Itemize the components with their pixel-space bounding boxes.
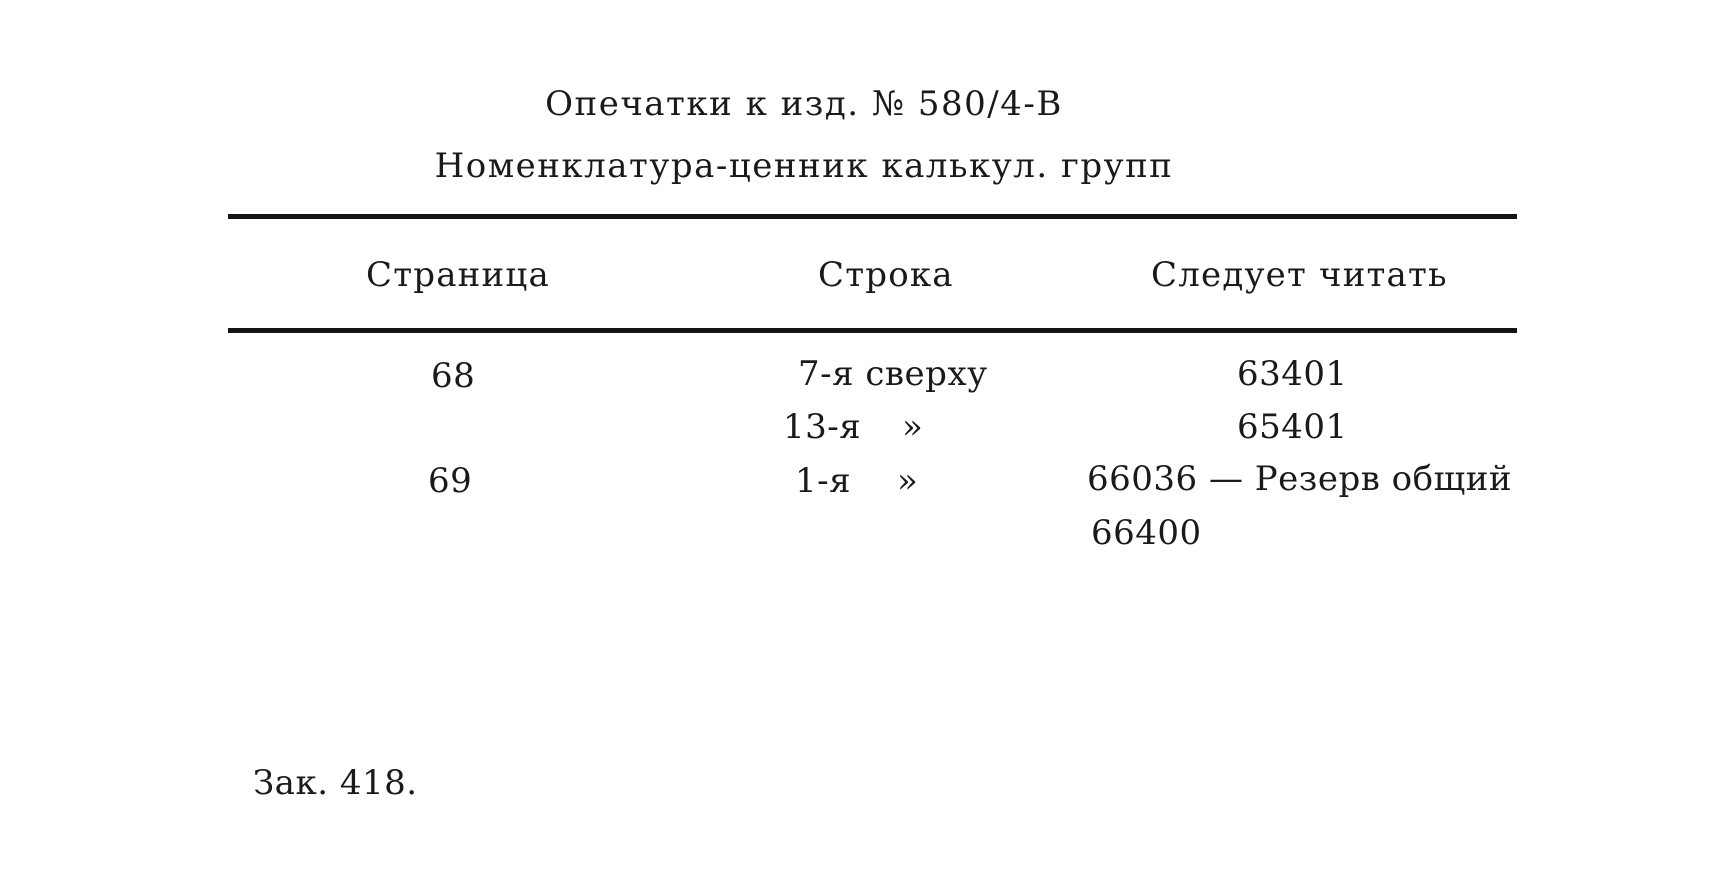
document-subtitle: Номенклатура-ценник калькул. групп xyxy=(434,146,1174,186)
table-cell-should-read: 63401 xyxy=(1237,354,1348,394)
column-header-should-read: Следует читать xyxy=(1151,255,1448,295)
table-cell-ditto-mark: » xyxy=(902,407,924,447)
table-cell-should-read: 66400 xyxy=(1091,513,1202,553)
table-cell-should-read: 65401 xyxy=(1237,407,1348,447)
table-cell-page: 68 xyxy=(431,356,476,396)
order-number: Зак. 418. xyxy=(253,763,418,803)
table-cell-line: 7-я сверху xyxy=(798,354,988,394)
table-cell-page: 69 xyxy=(428,461,473,501)
table-cell-ditto-mark: » xyxy=(897,461,919,501)
table-cell-line: 13-я xyxy=(783,407,862,447)
table-header-rule xyxy=(228,328,1517,333)
column-header-line: Строка xyxy=(818,255,954,295)
table-cell-should-read: 66036 — Резерв общий xyxy=(1087,459,1513,499)
table-cell-line: 1-я xyxy=(795,461,852,501)
table-top-rule xyxy=(228,214,1517,219)
column-header-page: Страница xyxy=(366,255,550,295)
document-title: Опечатки к изд. № 580/4-В xyxy=(545,84,1063,124)
